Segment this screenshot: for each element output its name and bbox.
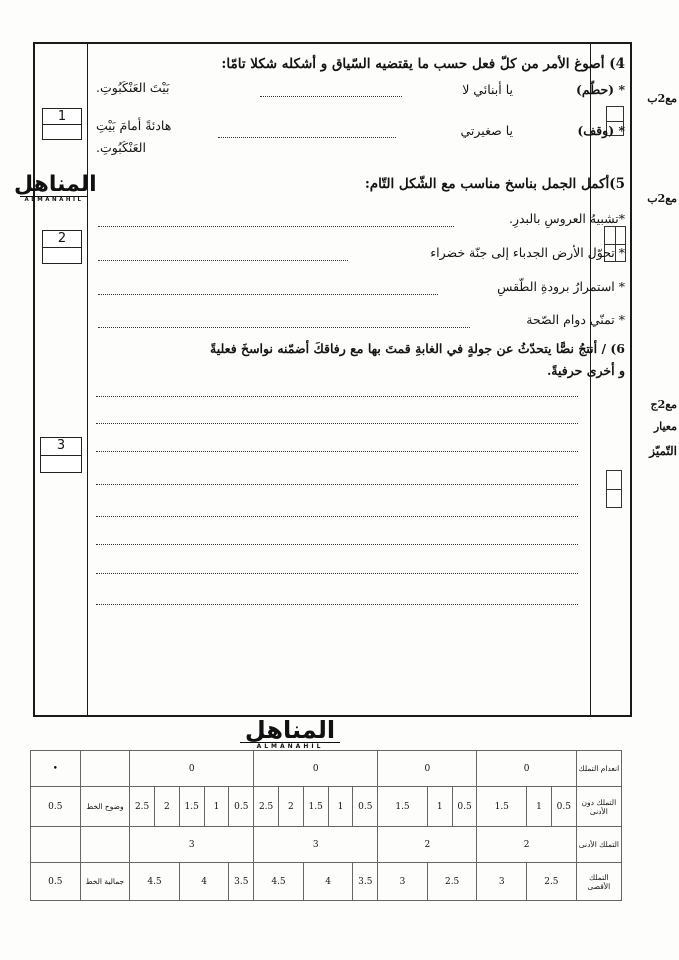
criterion-label-2: مع2ب — [647, 192, 677, 205]
q4-item2-start: يا صغيرتي — [460, 123, 513, 138]
criterion-label-1: مع2ب — [647, 92, 677, 105]
almanahil-logo — [14, 172, 97, 203]
dot-cell: • — [31, 751, 81, 787]
row-label-3: التملك الأدنى — [576, 827, 621, 863]
hw-value-1: 0.5 — [31, 787, 81, 827]
score-box-q6[interactable] — [40, 437, 82, 473]
hw-clarity-label: وضوح الخط — [80, 787, 130, 827]
criterion-label-3a: مع2ج — [650, 398, 677, 411]
q4-item1-answer-line[interactable] — [260, 96, 402, 97]
q6-answer-line-3[interactable] — [96, 451, 578, 452]
hw-value-2: 0.5 — [31, 863, 81, 901]
criterion-label-3b: معيار — [653, 420, 677, 433]
q6-answer-line-6[interactable] — [96, 544, 578, 545]
right-column-divider — [590, 42, 591, 717]
cell: 0 — [477, 751, 576, 787]
cell: 0 — [254, 751, 378, 787]
q4-item1-end: بَيْتَ العَنْكَبُوتِ. — [96, 80, 170, 95]
logo-latin: ALMANAHIL — [240, 742, 340, 750]
cell: 0 — [130, 751, 254, 787]
score-value: 2 — [43, 231, 81, 248]
q5-sentence-1: *تشبيهُ العروسِ بالبدرِ. — [508, 211, 625, 226]
q6-answer-line-1[interactable] — [96, 396, 578, 397]
q6-answer-line-2[interactable] — [96, 423, 578, 424]
cell: 0 — [378, 751, 477, 787]
q5-answer-line-1[interactable] — [98, 226, 454, 227]
score-value: 1 — [43, 109, 81, 125]
criterion-box-3[interactable] — [606, 470, 622, 508]
row-label-1: انعدام التملك — [576, 751, 621, 787]
q6-answer-line-8[interactable] — [96, 604, 578, 605]
almanahil-logo-bottom — [230, 718, 350, 750]
q5-sentence-4: * تمنّي دوام الصّحة — [526, 312, 625, 327]
q4-prompt: 4) أصوغ الأمر من كلّ فعل حسب ما يقتضيه السّياق و أشكله شكلا تامّا: — [221, 56, 625, 72]
score-value: 3 — [41, 438, 81, 456]
q6-answer-line-7[interactable] — [96, 573, 578, 574]
q5-prompt: 5)أكمل الجمل بناسخ مناسب مع الشّكل التّام: — [364, 176, 625, 192]
q5-sentence-3: * استمرارُ برودةِ الطّقسِ — [497, 279, 625, 294]
left-column-divider — [87, 42, 88, 717]
hw-beauty-label: جمالية الخط — [80, 863, 130, 901]
row-label-4: التملك الأقصى — [576, 863, 621, 901]
logo-latin: ALMANAHIL — [20, 196, 88, 203]
q4-item1-verb: * (حطّم) — [575, 82, 625, 97]
q4-item2-answer-line[interactable] — [218, 137, 396, 138]
q4-item2-end-2: العَنْكَبُوتِ. — [96, 140, 146, 155]
q4-item2-end-1: هادئةً أمامَ بَيْتِ — [96, 118, 172, 133]
q5-answer-line-3[interactable] — [98, 294, 438, 295]
q5-sentence-2: * تحوّل الأرض الجدباء إلى جنّة خضراء — [430, 245, 625, 260]
q4-item2-verb: * (وقف) — [577, 123, 625, 138]
row-label-2: التملك دون الأدنى — [576, 787, 621, 827]
logo-arabic: المناهل — [244, 716, 336, 744]
q5-answer-line-4[interactable] — [98, 327, 470, 328]
logo-arabic: المناهل — [14, 172, 97, 197]
score-box-q5[interactable] — [42, 230, 82, 264]
criterion-label-3c: التّميّز — [649, 444, 677, 458]
q6-answer-line-4[interactable] — [96, 484, 578, 485]
q6-answer-line-5[interactable] — [96, 516, 578, 517]
q4-item1-start: يا أبنائي لا — [462, 82, 513, 97]
score-box-q4[interactable] — [42, 108, 82, 140]
q6-prompt-line1: 6) / أنتجُ نصًّا يتحدّثُ عن جولةٍ في الغابةِ قمتَ بها مع رفاقكَ أضمّنه نواسخَ فعليةً — [210, 341, 625, 356]
q6-prompt-line2: و أخرى حرفيةً. — [546, 363, 625, 378]
grading-table: • 0 0 0 0 انعدام التملك 0.5 وضوح الخط 2.5 2 1.5 1 0.5 2.5 2 1.5 1 0.5 1.5 1 0.5 1.5 1 0.5 التملك دون الأدنى 3 3 2 2 التملك الأدنى 0.5 جمالية الخط 4.5 4 3.5 4.5 4 3.5 3 2.5 3 2.5 التملك الأقصى — [30, 750, 622, 901]
q5-answer-line-2[interactable] — [98, 260, 348, 261]
